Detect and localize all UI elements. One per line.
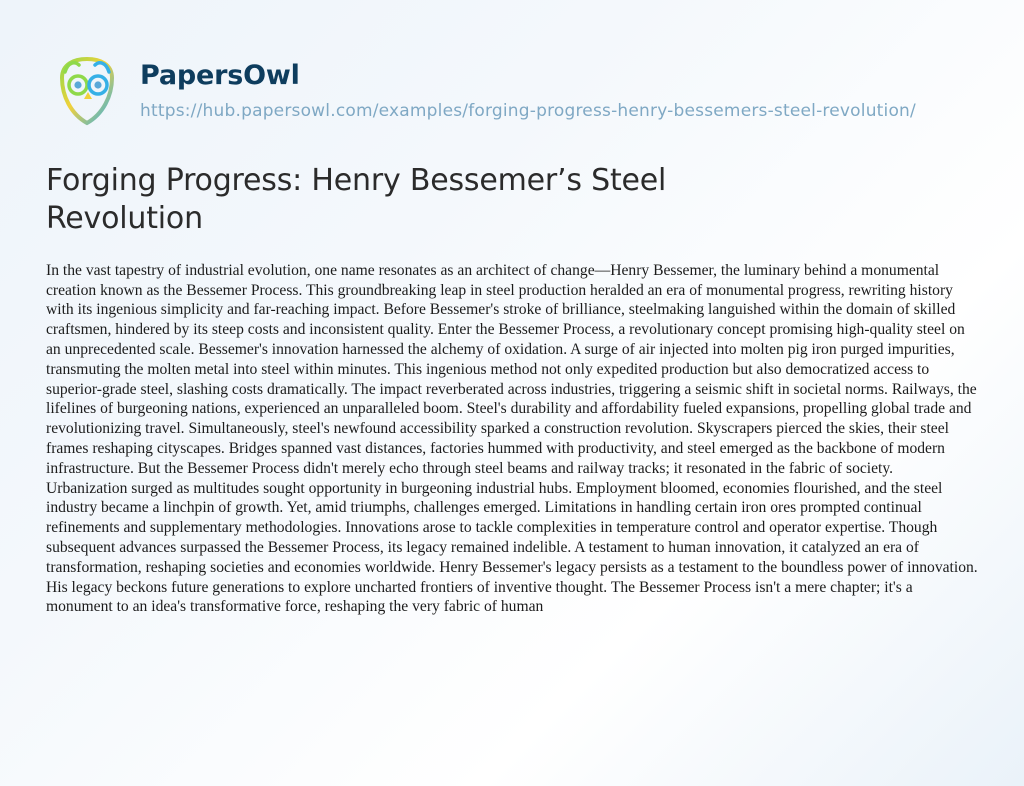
site-header <box>28 0 996 130</box>
document-body-text: In the vast tapestry of industrial evolution, one name resonates as an architect of change—Henry Bessemer, the luminary behind a monumental creation known as the Bessemer Process. This groundbreaking leap in steel production heralded an era of monumental progress, rewriting history with its ingenious simplicity and far-reaching impact. Before Bessemer's stroke of brilliance, steelmaking languished within the domain of skilled craftsmen, hindered by its steep costs and inconsistent quality. Enter the Bessemer Process, a revolutionary concept promising high-quality steel on an unprecedented scale. Bessemer's innovation harnessed the alchemy of oxidation. A surge of air injected into molten pig iron purged impurities, transmuting the molten metal into steel within minutes. This ingenious method not only expedited production but also democratized access to superior-grade steel, slashing costs dramatically. The impact reverberated across industries, triggering a seismic shift in societal norms. Railways, the lifelines of burgeoning nations, experienced an unparalleled boom. Steel's durability and affordability fueled expansions, propelling global trade and revolutionizing travel. Simultaneously, steel's newfound accessibility sparked a construction revolution. Skyscrapers pierced the skies, their steel frames reshaping cityscapes. Bridges spanned vast distances, factories hummed with productivity, and steel emerged as the backbone of modern infrastructure. But the Bessemer Process didn't merely echo through steel beams and railway tracks; it resonated in the fabric of society. Urbanization surged as multitudes sought opportunity in burgeoning industrial hubs. Employment bloomed, economies flourished, and the steel industry became a linchpin of growth. Yet, amid triumphs, challenges emerged. Limitations in handling certain iron ores prompted continual refinements and supplementary methodologies. Innovations arose to tackle complexities in temperature control and operator expertise. Though subsequent advances surpassed the Bessemer Process, its legacy remained indelible. A testament to human innovation, it catalyzed an era of transformation, reshaping societies and economies worldwide. Henry Bessemer's legacy persists as a testament to the boundless power of innovation. His legacy beckons future generations to explore uncharted frontiers of inventive thought. The Bessemer Process isn't a mere chapter; it's a monument to an idea's transformative force, reshaping the very fabric of human <box>46 261 978 616</box>
source-url[interactable]: https://hub.papersowl.com/examples/forging-progress-henry-bessemers-steel-revolution/ <box>140 100 916 121</box>
owl-logo-icon <box>48 52 126 130</box>
brand-name: PapersOwl <box>140 59 300 91</box>
brand-block <box>140 61 916 121</box>
page-title: Forging Progress: Henry Bessemer’s Steel Revolution <box>46 163 667 237</box>
